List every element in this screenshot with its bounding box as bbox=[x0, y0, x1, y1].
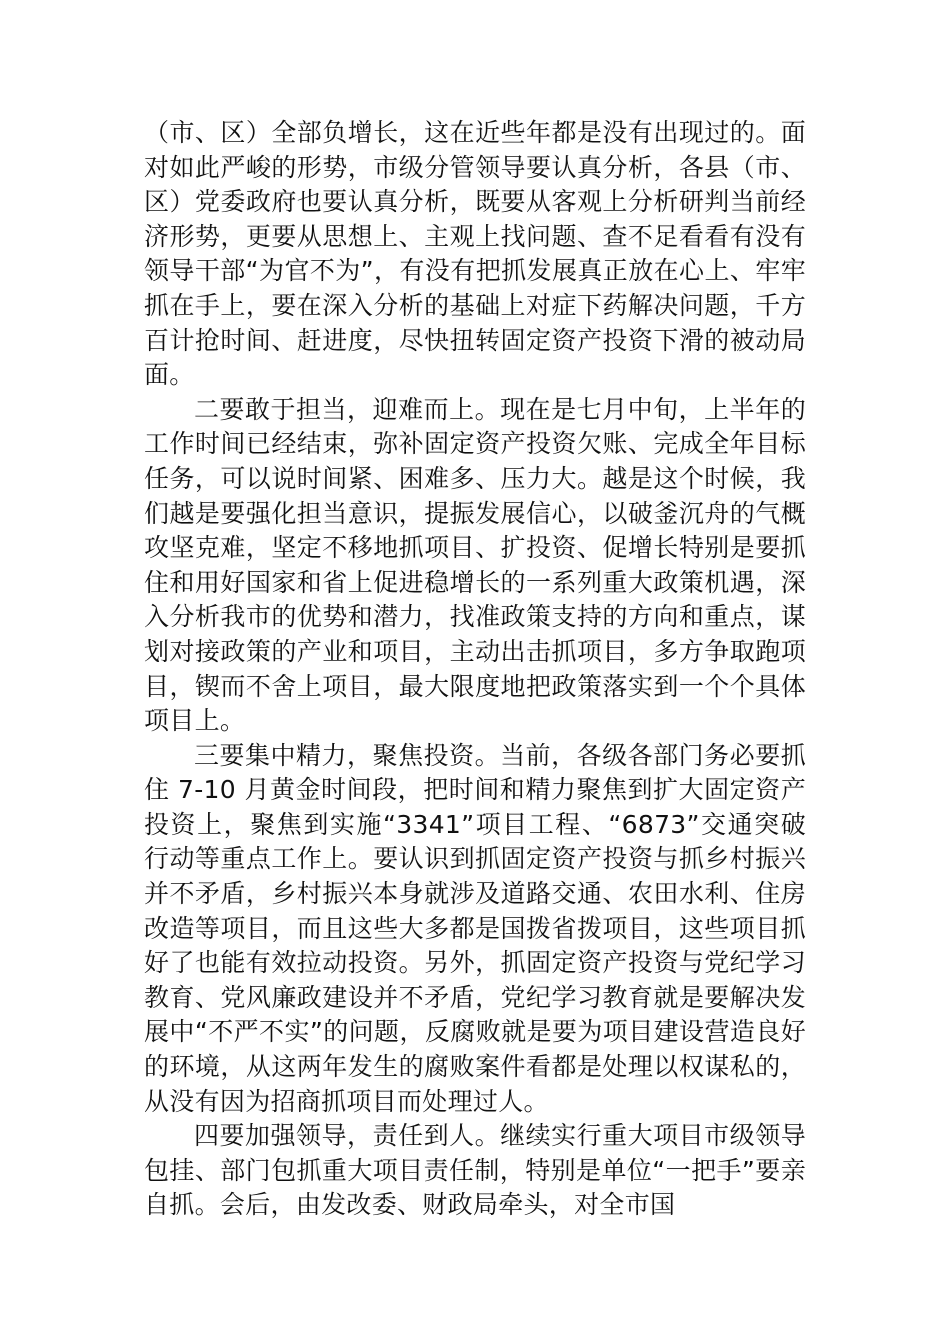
paragraph-point-four: 四要加强领导，责任到人。继续实行重大项目市级领导包挂、部门包抓重大项目责任制，特别是单位“一把手”要亲自抓。会后，由发改委、财政局牵头，对全市国 bbox=[144, 1121, 806, 1220]
paragraph-point-three: 三要集中精力，聚焦投资。当前，各级各部门务必要抓住 7-10 月黄金时间段，把时间和精力聚焦到扩大固定资产投资上，聚焦到实施“3341”项目工程、“6873”交通突破行动等重点工作上。要认识到抓固定资产投资与抓乡村振兴并不矛盾，乡村振兴本身就涉及道路交通、农田水利、住房改造等项目，而且这些大多都是国拨省拨项目，这些项目抓好了也能有效拉动投资。另外，抓固定资产投资与党纪学习教育、党风廉政建设并不矛盾，党纪学习教育就是要解决发展中“不严不实”的问题，反腐败就是要为项目建设营造良好的环境，从这两年发生的腐败案件看都是处理以权谋私的，从没有因为招商抓项目而处理过人。 bbox=[144, 740, 806, 1116]
paragraph-point-two: 二要敢于担当，迎难而上。现在是七月中旬，上半年的工作时间已经结束，弥补固定资产投资欠账、完成全年目标任务，可以说时间紧、困难多、压力大。越是这个时候，我们越是要强化担当意识，提振发展信心，以破釜沉舟的气概攻坚克难，坚定不移地抓项目、扩投资、促增长特别是要抓住和用好国家和省上促进稳增长的一系列重大政策机遇，深入分析我市的优势和潜力，找准政策支持的方向和重点，谋划对接政策的产业和项目，主动出击抓项目，多方争取跑项目，锲而不舍上项目，最大限度地把政策落实到一个个具体项目上。 bbox=[144, 394, 806, 736]
document-body bbox=[144, 116, 806, 1223]
paragraph-continued: （市、区）全部负增长，这在近些年都是没有出现过的。面对如此严峻的形势，市级分管领导要认真分析，各县（市、区）党委政府也要认真分析，既要从客观上分析研判当前经济形势，更要从思想上、主观上找问题、查不足看看有没有领导干部“为官不为”，有没有把抓发展真正放在心上、牢牢抓在手上，要在深入分析的基础上对症下药解决问题，千方百计抢时间、赶进度，尽快扭转固定资产投资下滑的被动局面。 bbox=[144, 118, 806, 390]
